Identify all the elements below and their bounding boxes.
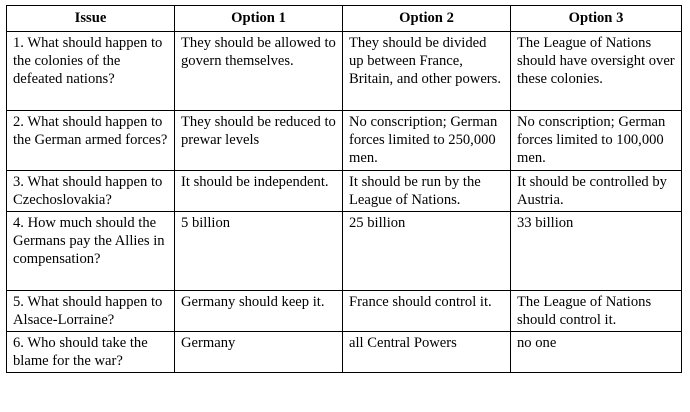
options-table (6, 5, 682, 373)
header-issue: Issue (7, 6, 175, 32)
header-option-1: Option 1 (175, 6, 343, 32)
option-1-cell: It should be independent. (175, 171, 343, 212)
header-row (7, 6, 682, 32)
issue-cell: 6. Who should take the blame for the war? (7, 332, 175, 373)
option-3-cell: no one (511, 332, 682, 373)
option-3-cell: It should be controlled by Austria. (511, 171, 682, 212)
option-1-cell: 5 billion (175, 212, 343, 291)
option-1-cell: They should be reduced to prewar levels (175, 111, 343, 171)
table-row (7, 171, 682, 212)
table-row (7, 111, 682, 171)
issue-cell: 5. What should happen to Alsace-Lorraine? (7, 291, 175, 332)
option-2-cell: It should be run by the League of Nations. (343, 171, 511, 212)
option-2-cell: all Central Powers (343, 332, 511, 373)
option-2-cell: France should control it. (343, 291, 511, 332)
option-3-cell: 33 billion (511, 212, 682, 291)
issue-cell: 3. What should happen to Czechoslovakia? (7, 171, 175, 212)
option-2-cell: They should be divided up between France, Britain, and other powers. (343, 32, 511, 111)
option-1-cell: Germany (175, 332, 343, 373)
option-3-cell: No conscription; German forces limited to 100,000 men. (511, 111, 682, 171)
table-row (7, 32, 682, 111)
option-2-cell: No conscription; German forces limited to 250,000 men. (343, 111, 511, 171)
issue-cell: 2. What should happen to the German armed forces? (7, 111, 175, 171)
issue-cell: 4. How much should the Germans pay the Allies in compensation? (7, 212, 175, 291)
table-row (7, 291, 682, 332)
table-row (7, 212, 682, 291)
table-row (7, 332, 682, 373)
option-3-cell: The League of Nations should have oversight over these colonies. (511, 32, 682, 111)
option-3-cell: The League of Nations should control it. (511, 291, 682, 332)
header-option-3: Option 3 (511, 6, 682, 32)
header-option-2: Option 2 (343, 6, 511, 32)
option-2-cell: 25 billion (343, 212, 511, 291)
option-1-cell: They should be allowed to govern themselves. (175, 32, 343, 111)
option-1-cell: Germany should keep it. (175, 291, 343, 332)
issue-cell: 1. What should happen to the colonies of the defeated nations? (7, 32, 175, 111)
